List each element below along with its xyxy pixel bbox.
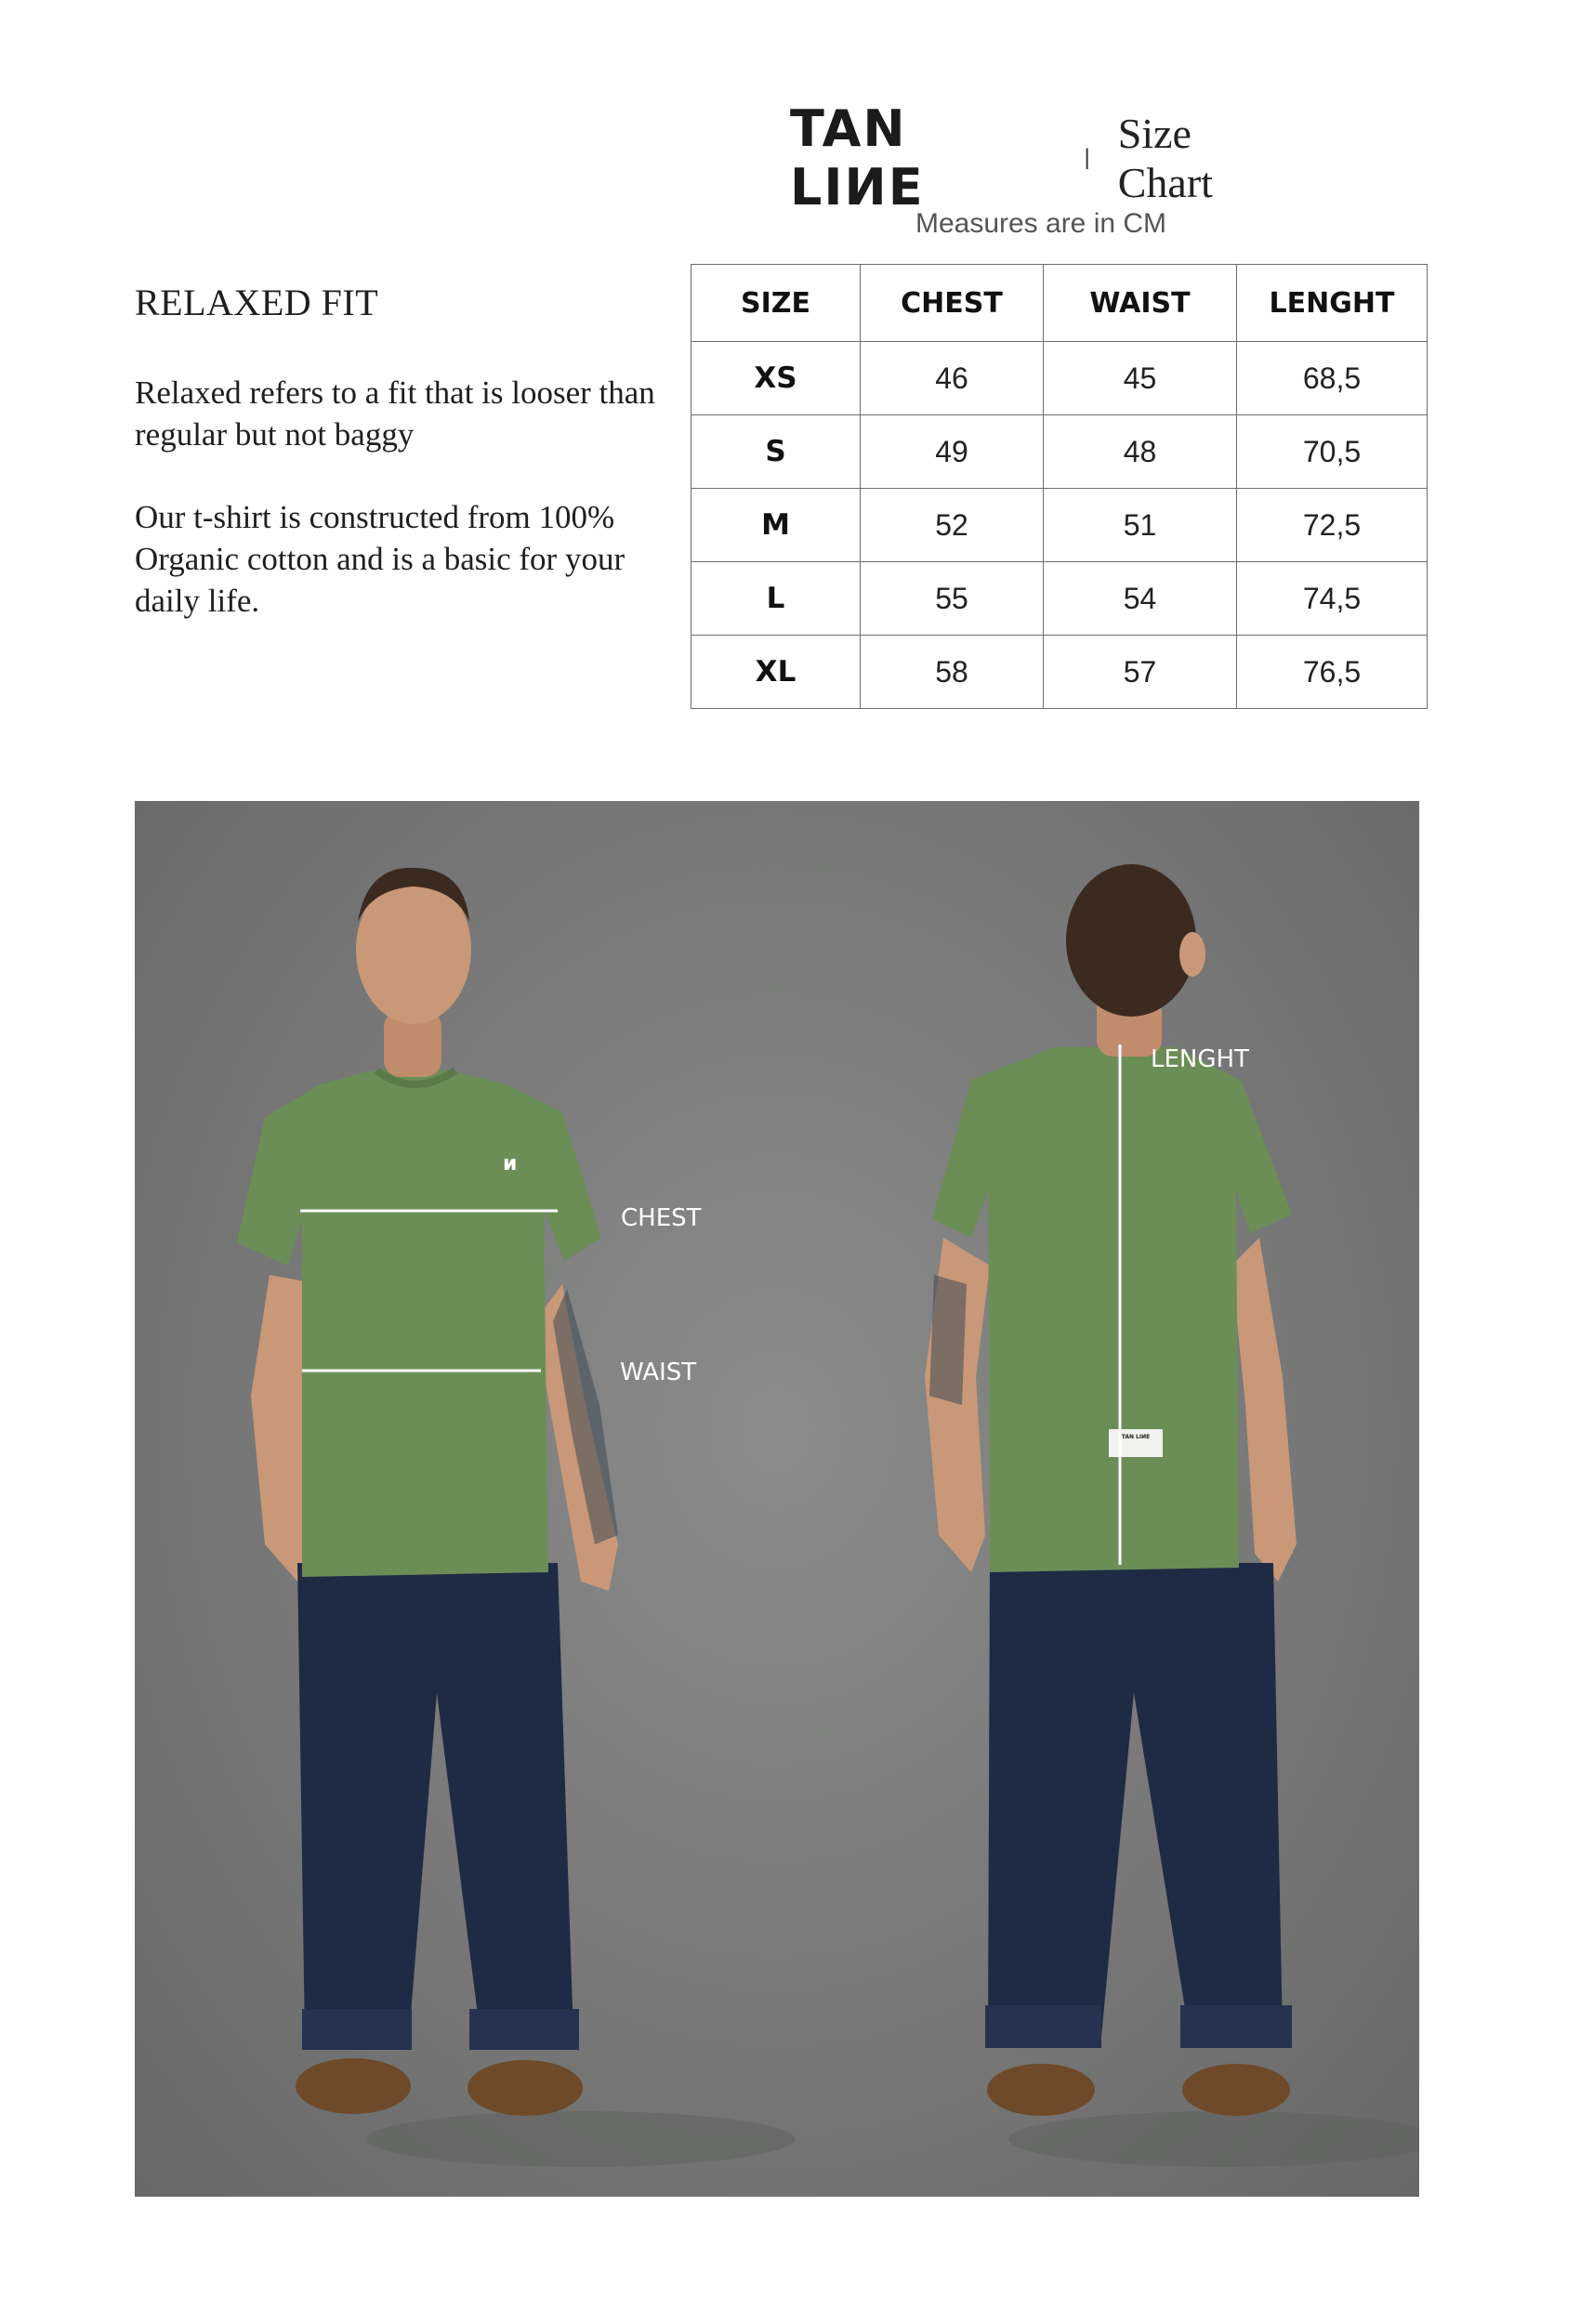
size-cell: L	[691, 562, 861, 636]
fit-description: Relaxed refers to a fit that is looser than regular but not baggy	[135, 374, 655, 453]
front-model	[237, 868, 618, 2116]
length-cell: 74,5	[1237, 562, 1428, 636]
size-cell: S	[691, 415, 861, 489]
table-header-row	[691, 265, 1428, 342]
size-table	[691, 264, 1428, 709]
header-size: SIZE	[691, 265, 861, 342]
fit-details: Our t-shirt is constructed from 100% Organic cotton and is a basic for your daily life.	[135, 499, 625, 619]
table-row	[691, 562, 1428, 636]
header-length: LENGHT	[1237, 265, 1428, 342]
brand-logo: TAN LIИE	[790, 99, 925, 217]
size-cell: XL	[691, 636, 861, 709]
waist-cell: 54	[1044, 562, 1237, 636]
header-chest: CHEST	[861, 265, 1044, 342]
waist-label: WAIST	[620, 1359, 697, 1386]
size-cell: XS	[691, 342, 861, 415]
size-cell: M	[691, 489, 861, 562]
chest-cell: 49	[861, 415, 1044, 489]
table-row	[691, 489, 1428, 562]
length-cell: 76,5	[1237, 636, 1428, 709]
table-row	[691, 636, 1428, 709]
waist-cell: 48	[1044, 415, 1237, 489]
chest-logo-icon: и	[503, 1152, 518, 1175]
size-chart-title: Size Chart	[1117, 110, 1213, 206]
header-waist: WAIST	[1044, 265, 1237, 342]
table-row	[691, 342, 1428, 415]
chest-cell: 58	[861, 636, 1044, 709]
length-cell: 72,5	[1237, 489, 1428, 562]
length-cell: 68,5	[1237, 342, 1428, 415]
waist-cell: 57	[1044, 636, 1237, 709]
length-label: LENGHT	[1151, 1045, 1249, 1073]
waist-cell: 45	[1044, 342, 1237, 415]
table-row	[691, 415, 1428, 489]
waist-cell: 51	[1044, 489, 1237, 562]
length-cell: 70,5	[1237, 415, 1428, 489]
brand-row	[790, 99, 1292, 217]
chest-cell: 55	[861, 562, 1044, 636]
measures-note: Measures are in CM	[915, 208, 1167, 239]
fit-title: RELAXED FIT	[135, 282, 379, 323]
model-photo	[135, 801, 1419, 2197]
model-illustration	[135, 801, 1419, 2197]
back-tag-label: TAN LIИE	[1121, 1434, 1151, 1440]
chest-cell: 46	[861, 342, 1044, 415]
chest-label: CHEST	[621, 1204, 702, 1232]
chest-cell: 52	[861, 489, 1044, 562]
brand-separator: |	[1084, 145, 1090, 170]
